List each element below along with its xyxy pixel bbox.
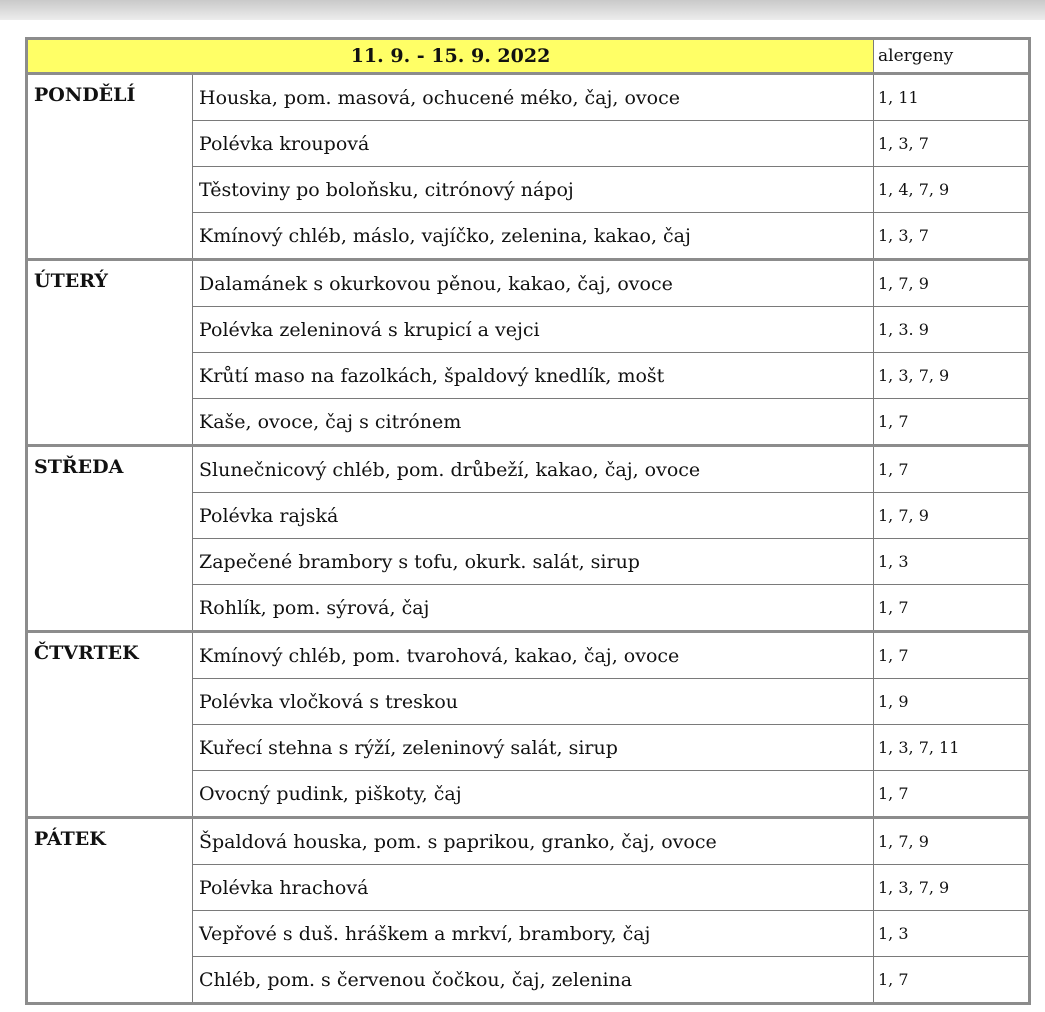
meal-allergens: 1, 3, 7, 9 [874, 865, 1030, 911]
meal-allergens: 1, 4, 7, 9 [874, 167, 1030, 213]
meal-allergens: 1, 7, 9 [874, 260, 1030, 307]
meal-description: Houska, pom. masová, ochucené méko, čaj, ovoce [193, 74, 874, 121]
table-row [27, 260, 1030, 307]
meal-allergens: 1, 7 [874, 632, 1030, 679]
meal-allergens: 1, 7, 9 [874, 493, 1030, 539]
day-name: PONDĚLÍ [27, 74, 193, 260]
meal-description: Polévka rajská [193, 493, 874, 539]
table-row [27, 818, 1030, 865]
week-date-range: 11. 9. - 15. 9. 2022 [27, 39, 874, 74]
meal-allergens: 1, 3, 7 [874, 213, 1030, 260]
meal-description: Špaldová houska, pom. s paprikou, granko, čaj, ovoce [193, 818, 874, 865]
meal-description: Chléb, pom. s červenou čočkou, čaj, zelenina [193, 957, 874, 1004]
meal-allergens: 1, 7 [874, 399, 1030, 446]
allergens-column-header: alergeny [874, 39, 1030, 74]
meal-description: Dalamánek s okurkovou pěnou, kakao, čaj, ovoce [193, 260, 874, 307]
meal-allergens: 1, 3, 7, 11 [874, 725, 1030, 771]
meal-description: Polévka kroupová [193, 121, 874, 167]
meal-description: Slunečnicový chléb, pom. drůbeží, kakao, čaj, ovoce [193, 446, 874, 493]
weekly-menu-table [25, 37, 1031, 1005]
meal-allergens: 1, 3, 7 [874, 121, 1030, 167]
meal-description: Ovocný pudink, piškoty, čaj [193, 771, 874, 818]
meal-allergens: 1, 11 [874, 74, 1030, 121]
meal-allergens: 1, 7, 9 [874, 818, 1030, 865]
meal-description: Krůtí maso na fazolkách, špaldový knedlík, mošt [193, 353, 874, 399]
meal-description: Kmínový chléb, máslo, vajíčko, zelenina, kakao, čaj [193, 213, 874, 260]
table-row [27, 74, 1030, 121]
menu-header-row [27, 39, 1030, 74]
meal-allergens: 1, 3, 7, 9 [874, 353, 1030, 399]
meal-allergens: 1, 3 [874, 911, 1030, 957]
top-shadow-bar [0, 0, 1045, 20]
meal-allergens: 1, 3 [874, 539, 1030, 585]
day-name: ÚTERÝ [27, 260, 193, 446]
meal-description: Polévka hrachová [193, 865, 874, 911]
meal-allergens: 1, 7 [874, 585, 1030, 632]
meal-allergens: 1, 7 [874, 957, 1030, 1004]
meal-description: Kmínový chléb, pom. tvarohová, kakao, čaj, ovoce [193, 632, 874, 679]
day-name: ČTVRTEK [27, 632, 193, 818]
meal-allergens: 1, 7 [874, 446, 1030, 493]
meal-description: Polévka vločková s treskou [193, 679, 874, 725]
day-name: STŘEDA [27, 446, 193, 632]
meal-allergens: 1, 9 [874, 679, 1030, 725]
meal-description: Těstoviny po boloňsku, citrónový nápoj [193, 167, 874, 213]
meal-allergens: 1, 7 [874, 771, 1030, 818]
meal-allergens: 1, 3. 9 [874, 307, 1030, 353]
meal-description: Vepřové s duš. hráškem a mrkví, brambory, čaj [193, 911, 874, 957]
table-row [27, 632, 1030, 679]
meal-description: Kuřecí stehna s rýží, zeleninový salát, sirup [193, 725, 874, 771]
meal-description: Polévka zeleninová s krupicí a vejci [193, 307, 874, 353]
meal-description: Zapečené brambory s tofu, okurk. salát, sirup [193, 539, 874, 585]
meal-description: Kaše, ovoce, čaj s citrónem [193, 399, 874, 446]
day-name: PÁTEK [27, 818, 193, 1004]
table-row [27, 446, 1030, 493]
menu-table-body [27, 39, 1030, 1004]
meal-description: Rohlík, pom. sýrová, čaj [193, 585, 874, 632]
